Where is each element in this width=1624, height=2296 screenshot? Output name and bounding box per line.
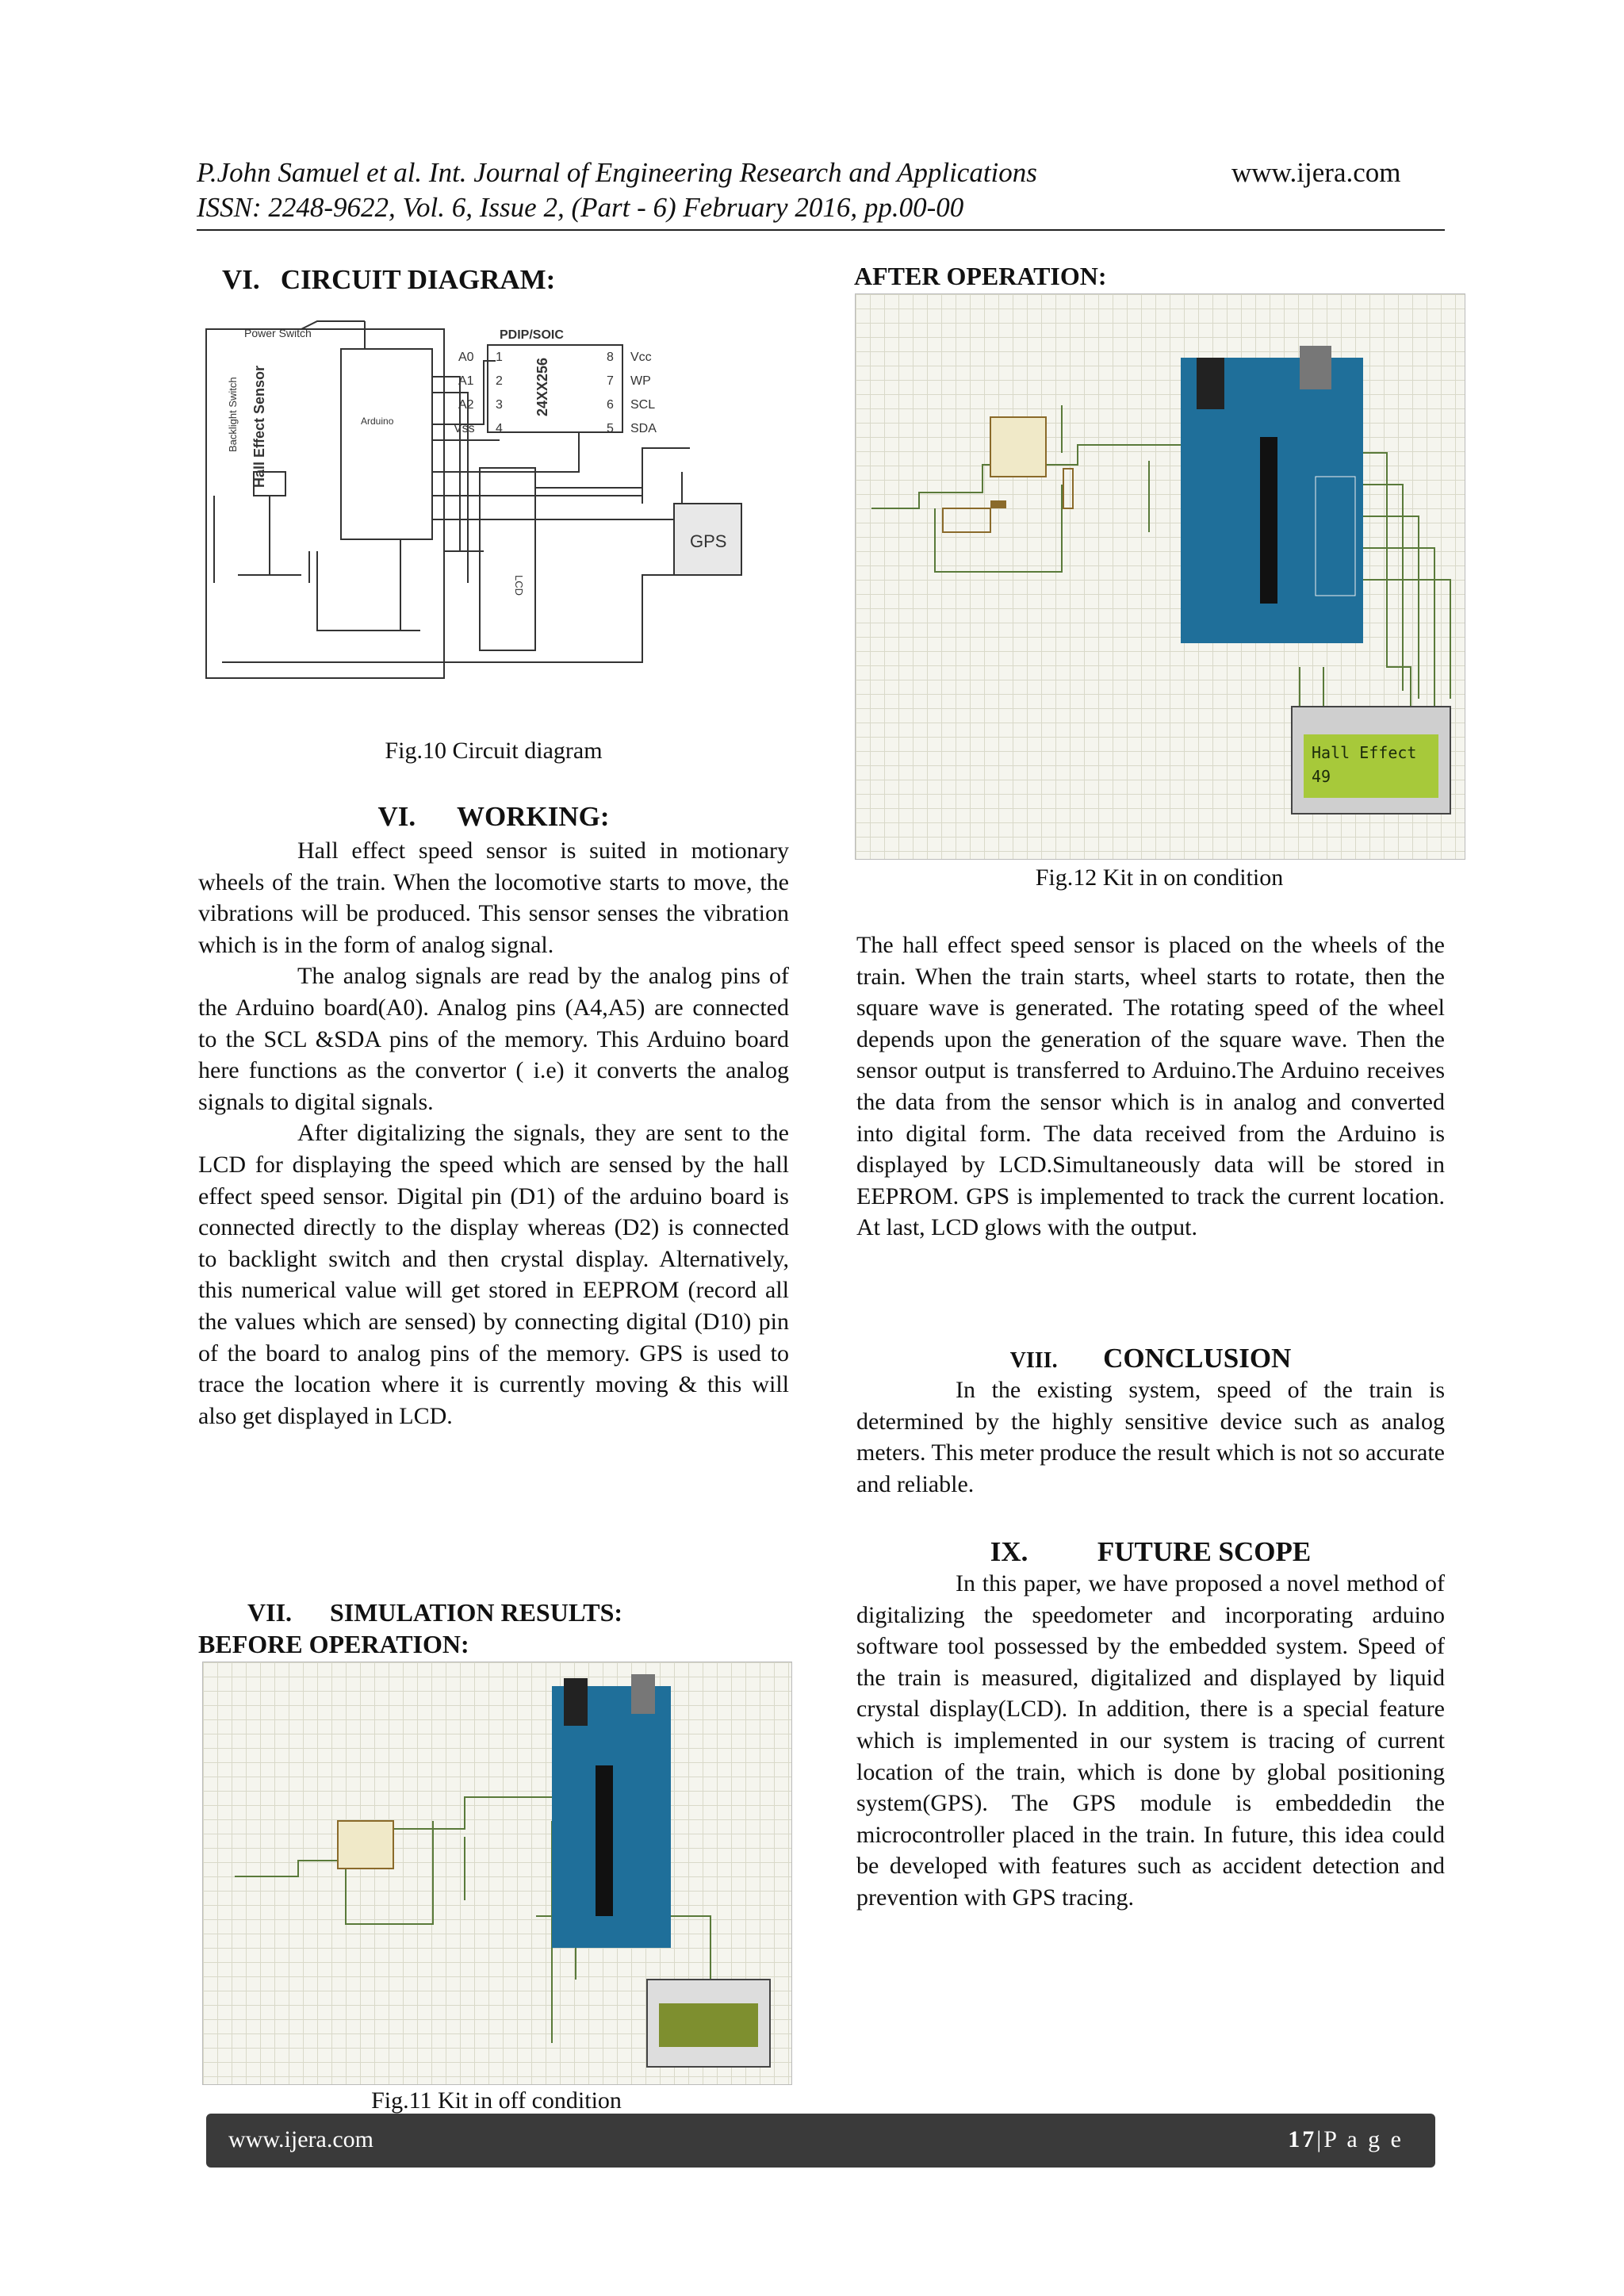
fig11-caption: Fig.11 Kit in off condition [371,2087,622,2114]
fig10-caption: Fig.10 Circuit diagram [385,738,603,764]
svg-text:Arduino: Arduino [361,416,394,427]
conclusion-heading [856,1343,1445,1374]
svg-text:Power Switch: Power Switch [244,327,312,339]
fig11-simulation-off [202,1662,792,2085]
journal-website[interactable]: www.ijera.com [1231,157,1401,188]
lcd-line1: Hall Effect [1312,743,1417,762]
page-label: |P a g e [1316,2126,1404,2152]
svg-text:4: 4 [496,422,503,435]
lcd-line2: 49 [1312,767,1331,786]
journal-header-line1: P.John Samuel et al. Int. Journal of Engineering Research and Applications [197,157,1037,188]
conclusion-section [856,1374,1445,1500]
svg-text:GPS: GPS [690,531,727,551]
svg-text:7: 7 [607,374,614,388]
future-scope-heading [856,1536,1445,1568]
svg-text:3: 3 [496,398,503,412]
working-paragraph-1: Hall effect speed sensor is suited in motionary wheels of the train. When the locomotive starts to move, the vibrations will be produced. This sensor senses the vibration which is in the form of analog signal. [198,838,789,958]
after-operation-paragraph: The hall effect speed sensor is placed on the wheels of the train. When the train starts, wheel starts to rotate, then the square wave is generated. The rotating speed of the wheel depends upon the generation of the square wave. Then the sensor output is transferred to Arduino.The Arduino receives the data from the sensor which is in analog and converted into digital form. The data received from the Arduino is displayed by LCD.Simultaneously data will be stored in EEPROM. GPS is implemented to track the current location. At last, LCD glows with the output. [856,932,1445,1241]
svg-text:Hall Effect Sensor: Hall Effect Sensor [251,365,267,488]
svg-text:A0: A0 [458,351,474,364]
future-scope-paragraph: In this paper, we have proposed a novel method of digitalizing the speedometer and incorporating arduino software tool possessed by the embedded system. Speed of the train is measured, digitalized and displayed by liquid crystal display(LCD). In addition, there is a special feature which is implemented in our system is tracing of current location of the train, which is done by global positioning system(GPS). The GPS module is embeddedin the microcontroller placed in the train. In future, this idea could be developed with features such as accident detection and prevention with GPS tracing. [856,1570,1445,1911]
journal-header-line2: ISSN: 2248-9622, Vol. 6, Issue 2, (Part - 6) February 2016, pp.00-00 [197,192,964,223]
after-operation-heading: AFTER OPERATION: [854,262,1107,290]
svg-text:SCL: SCL [630,398,656,412]
svg-text:LCD: LCD [513,575,525,596]
svg-text:5: 5 [607,422,614,435]
svg-text:8: 8 [607,351,614,364]
conclusion-title: CONCLUSION [1103,1343,1292,1374]
svg-text:Backlight Switch: Backlight Switch [227,377,239,452]
svg-text:PDIP/SOIC: PDIP/SOIC [500,328,564,342]
conclusion-number: VIII. [1009,1348,1058,1373]
svg-text:Vss: Vss [454,422,475,435]
svg-text:6: 6 [607,398,614,412]
circuit-diagram-heading: VI. CIRCUIT DIAGRAM: [222,264,556,295]
future-scope-title: FUTURE SCOPE [1097,1536,1312,1567]
working-heading: VI. WORKING: [377,801,610,832]
circuit-diagram-figure [198,313,789,702]
footer-website[interactable]: www.ijera.com [228,2126,373,2152]
after-operation-section [856,930,1445,1244]
svg-text:A1: A1 [458,374,474,388]
before-operation-heading: BEFORE OPERATION: [198,1630,469,1658]
svg-text:WP: WP [630,374,651,388]
fig12-simulation-on [855,293,1465,860]
footer-page-number [1288,2126,1404,2153]
page-number: 17 [1288,2126,1317,2152]
svg-text:Vcc: Vcc [630,351,652,364]
page-footer [206,2114,1435,2168]
fig12-caption: Fig.12 Kit in on condition [1035,864,1284,891]
svg-text:1: 1 [496,351,503,364]
svg-text:2: 2 [496,374,503,388]
svg-text:A2: A2 [458,398,474,412]
working-section [198,835,789,1432]
conclusion-paragraph: In the existing system, speed of the train is determined by the highly sensitive device such as analog meters. This meter produce the result which is not so accurate and reliable. [856,1377,1445,1497]
working-paragraph-3: After digitalizing the signals, they are sent to the LCD for displaying the speed which are sensed by the hall effect speed sensor. Digital pin (D1) of the arduino board is connected directly to the display whereas (D2) is connected to backlight switch and then crystal display. Alternatively, this numerical value will get stored in EEPROM (record all the values which are sensed) by connecting digital (D10) pin of the board to analog pins of the memory. GPS is used to trace the location where it is currently moving & this will also get displayed in LCD. [198,1120,789,1429]
future-scope-section [856,1568,1445,1914]
svg-text:24XX256: 24XX256 [534,357,550,416]
simulation-results-heading: VII. SIMULATION RESULTS: [247,1598,623,1627]
header-rule [197,229,1445,231]
circuit-diagram-svg [198,313,789,702]
future-scope-number: IX. [990,1536,1028,1567]
working-paragraph-2: The analog signals are read by the analog pins of the Arduino board(A0). Analog pins (A4,A5) are connected to the SCL &SDA pins of the memory. This Arduino board here functions as the convertor ( i.e) it converts the analog signals to digital signals. [198,963,789,1115]
svg-text:SDA: SDA [630,422,657,435]
